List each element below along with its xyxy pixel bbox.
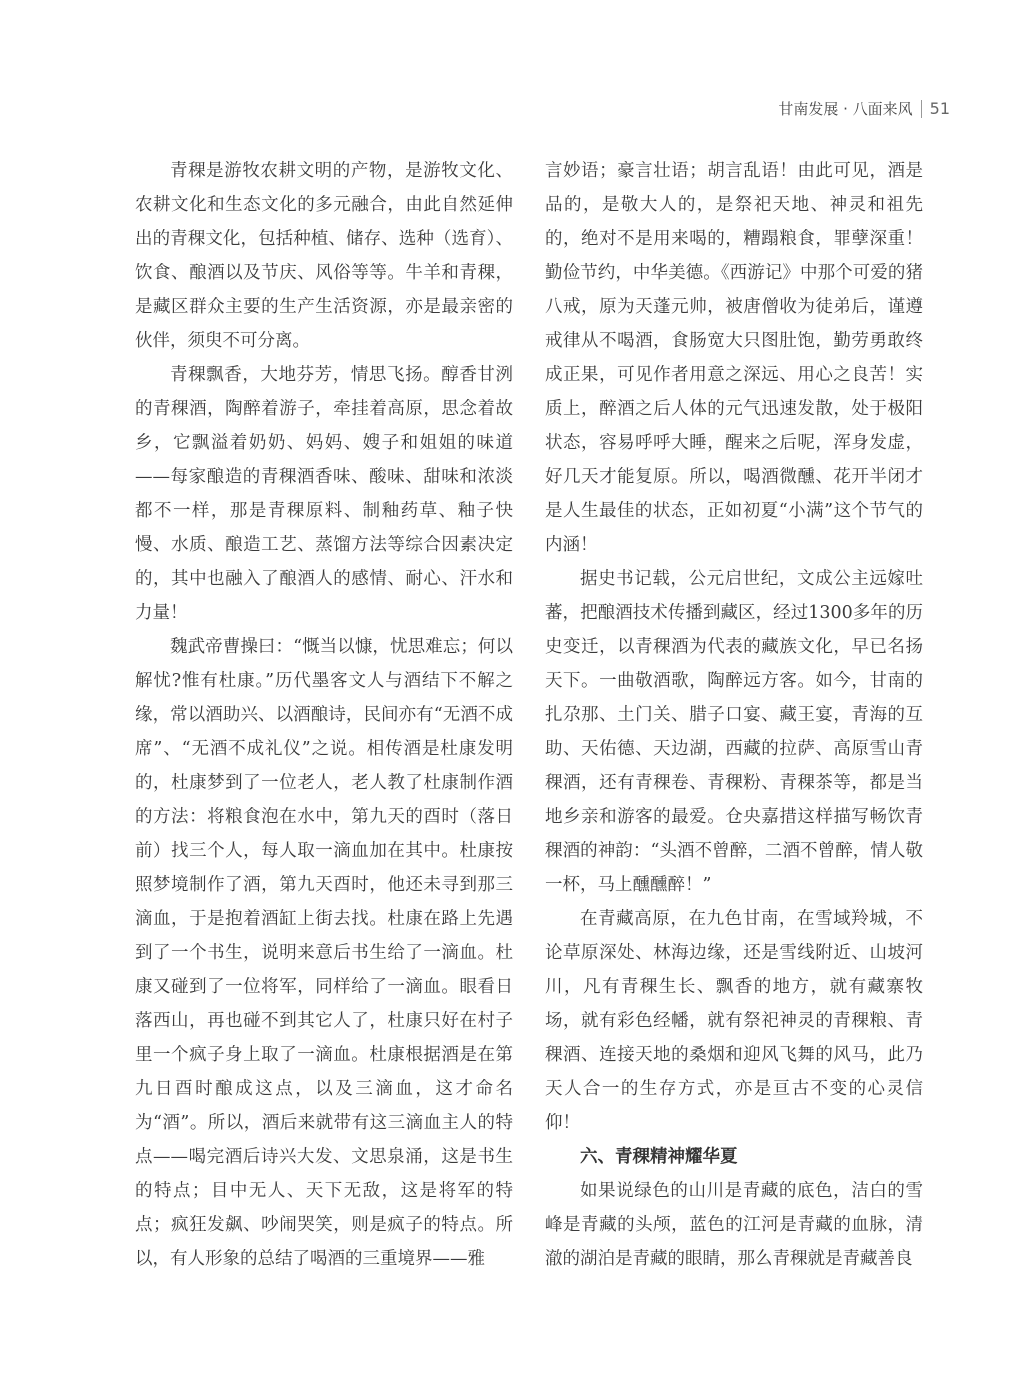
paragraph-continuation: 言妙语；豪言壮语；胡言乱语！由此可见，酒是品的，是敬大人的，是祭祀天地、神灵和祖先的，绝对不是用来喝的，糟蹋粮食，罪孽深重！勤俭节约，中华美德。《西游记》中那个可爱的猪八戒，原为天蓬元帅，被唐僧收为徒弟后，谨遵戒律从不喝酒，食肠宽大只图肚饱，勤劳勇敢终成正果，可见作者用意之深远、用心之良苦！实质上，醉酒之后人体的元气迅速发散，处于极阳状态，容易呼呼大睡，醒来之后呢，浑身发虚，好几天才能复原。所以，喝酒微醺、花开半闭才是人生最佳的状态，正如初夏“小满”这个节气的内涵！: [545, 161, 923, 555]
paragraph: 魏武帝曹操曰：“慨当以慷，忧思难忘；何以解忧?惟有杜康。”历代墨客文人与酒结下不解之缘，常以酒助兴、以酒酿诗，民间亦有“无酒不成席”、“无酒不成礼仪”之说。相传酒是杜康发明的，杜康梦到了一位老人，老人教了杜康制作酒的方法：将粮食泡在水中，第九天的酉时（落日前）找三个人，每人取一滴血加在其中。杜康按照梦境制作了酒，第九天酉时，他还未寻到那三滴血，于是抱着酒缸上街去找。杜康在路上先遇到了一个书生，说明来意后书生给了一滴血。杜康又碰到了一位将军，同样给了一滴血。眼看日落西山，再也碰不到其它人了，杜康只好在村子里一个疯子身上取了一滴血。杜康根据酒是在第九日酉时酿成这点，以及三滴血，这才命名为“酒”。所以，酒后来就带有这三滴血主人的特点——喝完酒后诗兴大发、文思泉涌，这是书生的特点；目中无人、天下无敌，这是将军的特点；疯狂发飙、吵闹哭笑，则是疯子的特点。所以，有人形象的总结了喝酒的三重境界——雅: [135, 637, 513, 1269]
paragraph: 如果说绿色的山川是青藏的底色，洁白的雪峰是青藏的头颅，蓝色的江河是青藏的血脉，清澈的湖泊是青藏的眼睛，那么青稞就是青藏善良: [545, 1181, 923, 1269]
paragraph: 青稞是游牧农耕文明的产物，是游牧文化、农耕文化和生态文化的多元融合，由此自然延伸出的青稞文化，包括种植、储存、选种（选育）、饮食、酿酒以及节庆、风俗等等。牛羊和青稞，是藏区群众主要的生产生活资源，亦是最亲密的伙伴，须臾不可分离。: [135, 161, 513, 351]
page-number: 51: [929, 99, 950, 118]
section-heading: 六、青稞精神耀华夏: [580, 1147, 738, 1167]
left-column: [135, 154, 513, 1276]
running-header: [778, 98, 950, 119]
right-column: [545, 154, 923, 1276]
paragraph: 在青藏高原，在九色甘南，在雪域羚城，不论草原深处、林海边缘，还是雪线附近、山坡河川，凡有青稞生长、飘香的地方，就有藏寨牧场，就有彩色经幡，就有祭祀神灵的青稞粮、青稞酒、连接天地的桑烟和迎风飞舞的风马，此乃天人合一的生存方式，亦是亘古不变的心灵信仰！: [545, 909, 923, 1133]
header-divider: [921, 100, 922, 118]
paragraph: 青稞飘香，大地芬芳，情思飞扬。醇香甘洌的青稞酒，陶醉着游子，牵挂着高原，思念着故乡，它飘溢着奶奶、妈妈、嫂子和姐姐的味道——每家酿造的青稞酒香味、酸味、甜味和浓淡都不一样，那是青稞原料、制釉药草、釉子快慢、水质、酿造工艺、蒸馏方法等综合因素决定的，其中也融入了酿酒人的感情、耐心、汗水和力量！: [135, 365, 513, 623]
header-section-title: 甘南发展 · 八面来风: [778, 100, 913, 118]
paragraph: 据史书记载，公元启世纪，文成公主远嫁吐蕃，把酿酒技术传播到藏区，经过1300多年的历史变迁，以青稞酒为代表的藏族文化，早已名扬天下。一曲敬酒歌，陶醉远方客。如今，甘南的扎尕那、土门关、腊子口宴、藏王宴，青海的互助、天佑德、天边湖，西藏的拉萨、高原雪山青稞酒，还有青稞卷、青稞粉、青稞茶等，都是当地乡亲和游客的最爱。仓央嘉措这样描写畅饮青稞酒的神韵：“头酒不曾醉，二酒不曾醉，情人敬一杯，马上醺醺醉！”: [545, 569, 923, 895]
